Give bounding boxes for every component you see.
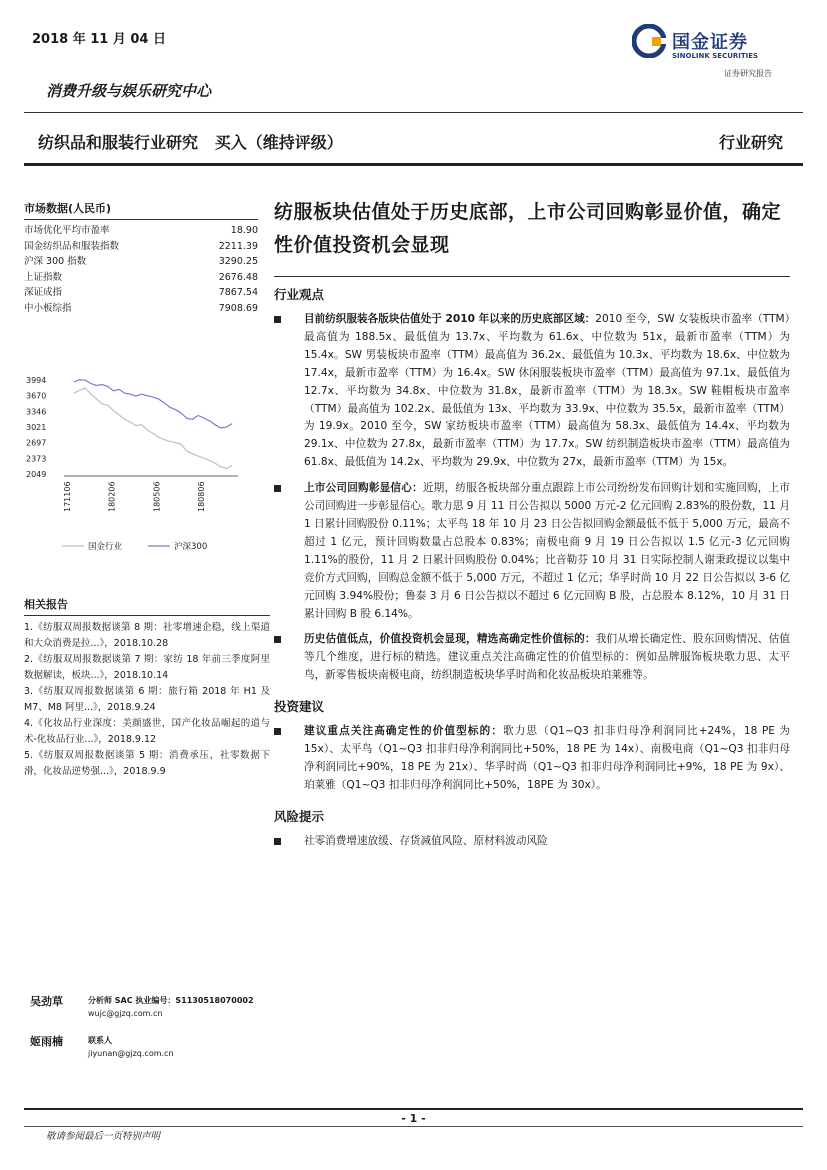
- company-logo: [632, 24, 792, 80]
- market-data-row: 市场优化平均市盈率 18.90: [24, 225, 258, 236]
- series-line: [74, 380, 232, 428]
- author-name: 姬雨楠: [30, 1035, 63, 1048]
- bullet-icon: [274, 728, 281, 735]
- legend-label: 国金行业: [88, 542, 123, 552]
- author-entry: [30, 993, 280, 1033]
- research-center-name: 消费升级与娱乐研究中心: [46, 82, 212, 100]
- market-data-row: 上证指数 2676.48: [24, 271, 258, 283]
- related-report-item[interactable]: 3.《纺服双周报数据谈第 6 期：旅行箱 2018 年 H1 及 M7、M8 阿里...》，2018.9.24: [24, 686, 270, 713]
- paragraph-body: 社零消费增速放缓、存货减值风险、原材料波动风险: [304, 834, 548, 847]
- paragraph-value-picks: [274, 631, 790, 685]
- paragraph-body: 歌力思（Q1~Q3 扣非归母净利润同比+24%，18 PE 为 15x）、太平鸟（Q1~Q3 扣非归母净利润同比+50%，18 PE 为 14x）、南极电商（Q1~Q3 扣非归母净利润同比+90%，18 PE 为 21x）、华孚时尚（Q1~Q3 扣非归母净利润同比+9%，18 PE 为 9x）、珀莱雅（Q1~Q3 扣非归母净利润同比+50%，18PE 为 30x）。: [304, 725, 791, 791]
- author-role: 分析师 SAC 执业编号：S1130518070002: [88, 996, 254, 1005]
- index-chart-svg: [24, 372, 254, 562]
- paragraph-body: 近期，纺服各板块部分重点跟踪上市公司纷纷发布回购计划和实施回购，上市公司回购进一步彰显信心。歌力思 9 月 11 日公告拟以 5000 万元-2 亿元回购 2.83%的股份数，11 月 1 日累计回购股份 0.11%；太平鸟 18 年 10 月 23 日公告拟回购金额最低不低于 5,000 万元，最高不超过 1 亿元，预计回购数量占总股本 0.83%；南极电商 9 月 19 日公告拟以 1.5 亿元-3 亿元回购 1.11%的股份，11 月 2 日累计回购股份 0.04%；比音勒芬 10 月 31 日实际控制人谢秉政提议以集中竞价方式回购，回购总金额不低于 5,000 万元，不超过 1 亿元；华孚时尚 10 月 22 日公告拟以 3-6 亿元回购 3.94%股份；鲁泰 3 月 6 日公告拟以不超过 6 亿元回购 B 股，占总股本 8.12%，10 月 31 日累计回购 B 股 6.14%。: [304, 482, 791, 620]
- footer-divider: [24, 1108, 803, 1110]
- y-axis-ticks: [26, 376, 46, 479]
- paragraph-lead: 目前纺织服装各版块估值处于 2010 年以来的历史底部区域：: [304, 313, 596, 325]
- x-tick-label: 171106: [63, 481, 72, 512]
- bullet-icon: [274, 636, 281, 643]
- report-title: 纺服板块估值处于历史底部，上市公司回购彰显价值，确定性价值投资机会显现: [274, 201, 782, 256]
- paragraph-body: 我们从增长确定性、股东回购情况、估值等几个维度，进行标的精选。建议重点关注高确定性的价值型标的：例如品牌服饰板块歌力思、太平鸟，新零售板块南极电商，纺织制造板块华孚时尚和化妆品板块珀莱雅等。: [304, 633, 791, 682]
- report-date: 2018 年 11 月 04 日: [32, 32, 166, 47]
- related-report-item[interactable]: 2.《纺服双周报数据谈第 7 期：家纺 18 年前三季度阿里数据解读，板块...》，2018.10.14: [24, 654, 270, 681]
- page-number: - 1 -: [401, 1112, 426, 1125]
- paragraph-lead: 上市公司回购彰显信心：: [304, 482, 423, 495]
- related-reports-title: 相关报告: [24, 596, 270, 616]
- header-thick-divider: [24, 163, 803, 166]
- logo-name-cn: 国金证券: [672, 32, 748, 53]
- market-data-title: 市场数据(人民币): [24, 200, 258, 220]
- author-entry: [30, 1033, 280, 1073]
- section-investment-advice: 投资建议: [274, 699, 325, 715]
- y-tick-label: 3021: [26, 423, 47, 433]
- chart-legend: [62, 541, 207, 552]
- paragraph-risk: [274, 833, 790, 851]
- author-role: 联系人: [88, 1036, 112, 1045]
- footer-divider-thin: [24, 1126, 803, 1127]
- related-report-item[interactable]: 5.《纺服双周报数据谈第 5 期：消费承压，社零数据下滑，化妆品逆势强...》，2018.9.9: [24, 750, 270, 777]
- market-data-row: 沪深 300 指数 3290.25: [24, 256, 258, 267]
- market-data-panel: [24, 200, 258, 316]
- market-data-row: 深证成指 7867.54: [24, 287, 258, 298]
- series-line: [74, 388, 232, 469]
- paragraph-buyback: [274, 480, 790, 623]
- x-tick-label: 180806: [197, 481, 206, 512]
- y-tick-label: 2373: [26, 454, 47, 464]
- disclaimer-note: 敬请参阅最后一页特别声明: [46, 1131, 161, 1142]
- chart-series: [74, 380, 232, 469]
- bullet-icon: [274, 485, 281, 492]
- bullet-icon: [274, 316, 281, 323]
- y-tick-label: 3994: [26, 376, 47, 385]
- paragraph-advice: [274, 723, 790, 795]
- main-content: [274, 196, 790, 859]
- related-reports: [24, 596, 270, 780]
- y-tick-label: 2697: [26, 438, 47, 448]
- paragraph-valuation: [274, 311, 790, 472]
- bullet-icon: [274, 838, 281, 845]
- author-name: 吴劲草: [30, 995, 63, 1008]
- section-industry-view: 行业观点: [274, 276, 790, 303]
- market-data-row: 国金纺织品和服装指数 2211.39: [24, 240, 258, 252]
- x-tick-label: 180506: [152, 481, 162, 512]
- x-tick-label: 180206: [107, 481, 117, 512]
- author-email[interactable]: jiyunan@gjzq.com.cn: [88, 1049, 174, 1058]
- author-email[interactable]: wujc@gjzq.com.cn: [88, 1009, 163, 1018]
- x-axis-ticks: [63, 481, 206, 512]
- sinolink-logo-icon: [632, 24, 666, 58]
- report-type: 行业研究: [718, 133, 783, 152]
- legend-label: 沪深300: [174, 542, 208, 552]
- paragraph-lead: 历史估值低点，价值投资机会显现，精选高确定性价值标的：: [304, 633, 596, 646]
- index-chart: [24, 372, 254, 562]
- y-tick-label: 2049: [26, 470, 47, 479]
- authors-block: [30, 993, 280, 1073]
- section-risk: 风险提示: [274, 808, 325, 824]
- report-rating-title: 纺织品和服装行业研究 买入（维持评级）: [38, 133, 343, 152]
- logo-subtitle: 证券研究报告: [724, 69, 772, 78]
- related-report-item[interactable]: 4.《化妆品行业深度：美颜盛世，国产化妆品崛起的道与术-化妆品行业...》，2018.9.12: [24, 718, 270, 745]
- header-divider: [24, 112, 803, 113]
- related-report-item[interactable]: 1.《纺服双周报数据谈第 8 期：社零增速企稳，线上渠道和大众消费是拉...》，2018.10.28: [24, 622, 270, 649]
- market-data-row: 中小板综指 7908.69: [24, 302, 258, 314]
- paragraph-lead: 建议重点关注高确定性的价值型标的：: [304, 725, 503, 738]
- y-tick-label: 3670: [26, 391, 47, 401]
- y-tick-label: 3346: [26, 407, 47, 417]
- paragraph-body: 2010 至今，SW 女装板块市盈率（TTM）最高值为 188.5x、最低值为 13.7x、平均数为 61.6x、中位数为 51x，最新市盈率（TTM）为 15.4x。SW 男装板块市盈率（TTM）最高值为 36.2x、最低值为 10.3x、平均数为 18.6x、中位数为 17.4x，最新市盈率（TTM）为 16.4x。SW 休闲服装板块市盈率（TTM）最高值为 97.1x、最低值为 12.7x、平均数为 34.8x、中位数为 31.8x，最新市盈率（TTM）为 18.3x。SW 鞋帽板块市盈率（TTM）最高值为 102.2x、最低值为 13x、平均数为 33.9x、中位数为 35.5x，最新市盈率（TTM）为 19.9x。2010 至今，SW 家纺板块市盈率（TTM）最高值为 58.3x、最低值为 14.4x、平均数为 29.1x、中位数为 27.8x，最新市盈率（TTM）为 17.7x。SW 纺织制造板块市盈率（TTM）最高值为 61.8x、最低值为 14.2x、平均数为 29.9x、中位数为 27x，最新市盈率（TTM）为 15x。: [304, 313, 790, 469]
- logo-name-en: SINOLINK SECURITIES: [672, 52, 759, 60]
